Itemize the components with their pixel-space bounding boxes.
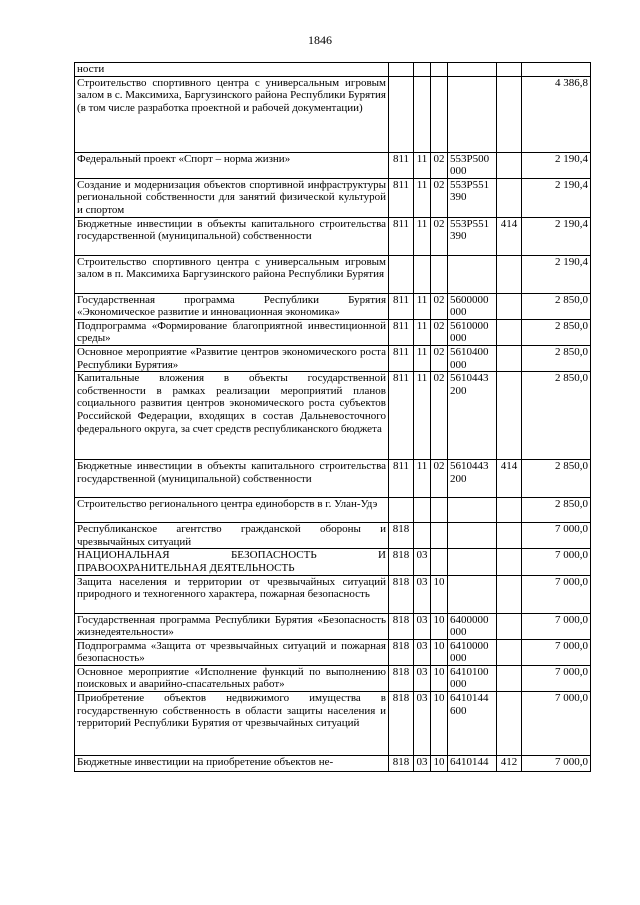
section-code-cell: 11	[414, 372, 431, 460]
section-code-cell: 03	[414, 756, 431, 772]
target-article-cell	[448, 63, 497, 77]
amount-cell: 2 850,0	[522, 498, 591, 523]
subsection-code-cell: 10	[431, 575, 448, 613]
target-article-cell: 5600000 000	[448, 293, 497, 319]
section-code-cell	[414, 523, 431, 549]
table-row	[75, 639, 591, 665]
expense-type-cell	[497, 255, 522, 293]
expense-type-cell	[497, 575, 522, 613]
department-code-cell: 811	[389, 293, 414, 319]
item-name-cell: Приобретение объектов недвижимого имущества в государственную собственность в области защиты населения и территорий Республики Бурятия от чрезвычайных ситуаций	[75, 692, 389, 756]
table-row	[75, 76, 591, 152]
section-code-cell	[414, 76, 431, 152]
section-code-cell: 03	[414, 613, 431, 639]
table-row	[75, 575, 591, 613]
section-code-cell: 11	[414, 152, 431, 178]
department-code-cell: 818	[389, 756, 414, 772]
target-article-cell	[448, 523, 497, 549]
section-code-cell: 03	[414, 575, 431, 613]
subsection-code-cell: 02	[431, 217, 448, 255]
expense-type-cell	[497, 692, 522, 756]
amount-cell: 2 850,0	[522, 372, 591, 460]
table-row	[75, 756, 591, 772]
section-code-cell: 03	[414, 665, 431, 691]
amount-cell: 2 190,4	[522, 178, 591, 217]
subsection-code-cell: 02	[431, 178, 448, 217]
table-row	[75, 63, 591, 77]
target-article-cell: 6410100 000	[448, 665, 497, 691]
department-code-cell: 811	[389, 178, 414, 217]
expense-type-cell	[497, 319, 522, 345]
target-article-cell	[448, 549, 497, 575]
target-article-cell	[448, 255, 497, 293]
subsection-code-cell	[431, 549, 448, 575]
target-article-cell: 6410144	[448, 756, 497, 772]
expense-type-cell	[497, 613, 522, 639]
amount-cell	[522, 63, 591, 77]
expense-type-cell	[497, 372, 522, 460]
amount-cell: 4 386,8	[522, 76, 591, 152]
expense-type-cell	[497, 665, 522, 691]
item-name-cell: Республиканское агентство гражданской обороны и чрезвычайных ситуаций	[75, 523, 389, 549]
table-row	[75, 692, 591, 756]
section-code-cell: 11	[414, 319, 431, 345]
expense-type-cell: 414	[497, 217, 522, 255]
item-name-cell: ности	[75, 63, 389, 77]
target-article-cell	[448, 575, 497, 613]
expense-type-cell: 414	[497, 460, 522, 498]
expense-type-cell	[497, 345, 522, 371]
expense-type-cell	[497, 523, 522, 549]
expense-type-cell	[497, 63, 522, 77]
subsection-code-cell: 10	[431, 756, 448, 772]
department-code-cell: 811	[389, 372, 414, 460]
item-name-cell: Защита населения и территории от чрезвычайных ситуаций природного и техногенного характера, пожарная безопасность	[75, 575, 389, 613]
table-row	[75, 498, 591, 523]
amount-cell: 7 000,0	[522, 639, 591, 665]
amount-cell: 7 000,0	[522, 756, 591, 772]
department-code-cell: 818	[389, 665, 414, 691]
subsection-code-cell: 02	[431, 319, 448, 345]
subsection-code-cell	[431, 63, 448, 77]
target-article-cell: 553P551 390	[448, 178, 497, 217]
amount-cell: 2 190,4	[522, 217, 591, 255]
amount-cell: 2 850,0	[522, 345, 591, 371]
item-name-cell: Бюджетные инвестиции в объекты капитального строительства государственной (муниципальной) собственности	[75, 460, 389, 498]
target-article-cell: 553P551 390	[448, 217, 497, 255]
department-code-cell: 818	[389, 575, 414, 613]
table-row	[75, 152, 591, 178]
section-code-cell: 11	[414, 460, 431, 498]
department-code-cell: 811	[389, 460, 414, 498]
item-name-cell: Строительство спортивного центра с универсальным игровым залом в с. Максимиха, Баргузинского района Республики Бурятия (в том числе разработка проектной и рабочей документации)	[75, 76, 389, 152]
expense-type-cell	[497, 639, 522, 665]
expense-type-cell	[497, 549, 522, 575]
subsection-code-cell: 02	[431, 372, 448, 460]
target-article-cell: 5610443 200	[448, 460, 497, 498]
department-code-cell: 811	[389, 152, 414, 178]
department-code-cell: 818	[389, 639, 414, 665]
table-row	[75, 255, 591, 293]
subsection-code-cell	[431, 523, 448, 549]
subsection-code-cell: 02	[431, 152, 448, 178]
target-article-cell: 5610000 000	[448, 319, 497, 345]
section-code-cell: 03	[414, 639, 431, 665]
section-code-cell: 11	[414, 178, 431, 217]
item-name-cell: Государственная программа Республики Бурятия «Экономическое развитие и инновационная экономика»	[75, 293, 389, 319]
amount-cell: 2 190,4	[522, 152, 591, 178]
expense-type-cell	[497, 178, 522, 217]
expense-type-cell	[497, 152, 522, 178]
subsection-code-cell: 02	[431, 293, 448, 319]
target-article-cell: 5610400 000	[448, 345, 497, 371]
item-name-cell: Основное мероприятие «Развитие центров экономического роста Республики Бурятия»	[75, 345, 389, 371]
section-code-cell	[414, 498, 431, 523]
target-article-cell: 553P500 000	[448, 152, 497, 178]
subsection-code-cell: 02	[431, 460, 448, 498]
target-article-cell: 6400000 000	[448, 613, 497, 639]
table-row	[75, 372, 591, 460]
section-code-cell: 11	[414, 293, 431, 319]
item-name-cell: Бюджетные инвестиции на приобретение объектов не-	[75, 756, 389, 772]
department-code-cell: 818	[389, 523, 414, 549]
table-row	[75, 178, 591, 217]
table-row	[75, 460, 591, 498]
table-row	[75, 523, 591, 549]
amount-cell: 2 850,0	[522, 319, 591, 345]
subsection-code-cell	[431, 498, 448, 523]
table-row	[75, 319, 591, 345]
subsection-code-cell: 10	[431, 613, 448, 639]
amount-cell: 7 000,0	[522, 692, 591, 756]
department-code-cell	[389, 498, 414, 523]
item-name-cell: Основное мероприятие «Исполнение функций по выполнению поисковых и аварийно-спасательных работ»	[75, 665, 389, 691]
amount-cell: 7 000,0	[522, 613, 591, 639]
amount-cell: 2 190,4	[522, 255, 591, 293]
table-row	[75, 345, 591, 371]
target-article-cell: 5610443 200	[448, 372, 497, 460]
amount-cell: 7 000,0	[522, 523, 591, 549]
item-name-cell: Создание и модернизация объектов спортивной инфраструктуры региональной собственности для занятий физической культурой и спортом	[75, 178, 389, 217]
amount-cell: 7 000,0	[522, 665, 591, 691]
department-code-cell	[389, 76, 414, 152]
department-code-cell: 818	[389, 549, 414, 575]
item-name-cell: Подпрограмма «Защита от чрезвычайных ситуаций и пожарная безопасность»	[75, 639, 389, 665]
expense-type-cell	[497, 76, 522, 152]
item-name-cell: Подпрограмма «Формирование благоприятной инвестиционной среды»	[75, 319, 389, 345]
department-code-cell: 818	[389, 692, 414, 756]
amount-cell: 2 850,0	[522, 293, 591, 319]
subsection-code-cell	[431, 255, 448, 293]
section-code-cell: 03	[414, 549, 431, 575]
department-code-cell	[389, 255, 414, 293]
target-article-cell: 6410000 000	[448, 639, 497, 665]
expense-type-cell	[497, 293, 522, 319]
expense-type-cell: 412	[497, 756, 522, 772]
target-article-cell	[448, 76, 497, 152]
table-row	[75, 613, 591, 639]
subsection-code-cell: 10	[431, 665, 448, 691]
target-article-cell: 6410144 600	[448, 692, 497, 756]
item-name-cell: Бюджетные инвестиции в объекты капитального строительства государственной (муниципальной) собственности	[75, 217, 389, 255]
subsection-code-cell	[431, 76, 448, 152]
table-row	[75, 665, 591, 691]
item-name-cell: НАЦИОНАЛЬНАЯ БЕЗОПАСНОСТЬ И ПРАВООХРАНИТЕЛЬНАЯ ДЕЯТЕЛЬНОСТЬ	[75, 549, 389, 575]
department-code-cell	[389, 63, 414, 77]
department-code-cell: 811	[389, 345, 414, 371]
item-name-cell: Государственная программа Республики Бурятия «Безопасность жизнедеятельности»	[75, 613, 389, 639]
subsection-code-cell: 02	[431, 345, 448, 371]
table-row	[75, 217, 591, 255]
table-row	[75, 293, 591, 319]
department-code-cell: 818	[389, 613, 414, 639]
section-code-cell: 11	[414, 345, 431, 371]
department-code-cell: 811	[389, 217, 414, 255]
department-code-cell: 811	[389, 319, 414, 345]
amount-cell: 7 000,0	[522, 575, 591, 613]
item-name-cell: Строительство регионального центра единоборств в г. Улан-Удэ	[75, 498, 389, 523]
item-name-cell: Капитальные вложения в объекты государственной собственности в рамках реализации мероприятий планов социального развития центров экономического роста субъектов Российской Федерации, входящих в состав Дальневосточного федерального округа, за счет средств республиканского бюджета	[75, 372, 389, 460]
amount-cell: 7 000,0	[522, 549, 591, 575]
item-name-cell: Строительство спортивного центра с универсальным игровым залом в п. Максимиха Баргузинского района Республики Бурятия	[75, 255, 389, 293]
section-code-cell	[414, 63, 431, 77]
budget-table	[74, 62, 591, 772]
page-number: 1846	[308, 33, 332, 47]
section-code-cell	[414, 255, 431, 293]
amount-cell: 2 850,0	[522, 460, 591, 498]
section-code-cell: 11	[414, 217, 431, 255]
expense-type-cell	[497, 498, 522, 523]
subsection-code-cell: 10	[431, 692, 448, 756]
section-code-cell: 03	[414, 692, 431, 756]
item-name-cell: Федеральный проект «Спорт – норма жизни»	[75, 152, 389, 178]
subsection-code-cell: 10	[431, 639, 448, 665]
table-row	[75, 549, 591, 575]
table-body	[75, 63, 591, 772]
target-article-cell	[448, 498, 497, 523]
